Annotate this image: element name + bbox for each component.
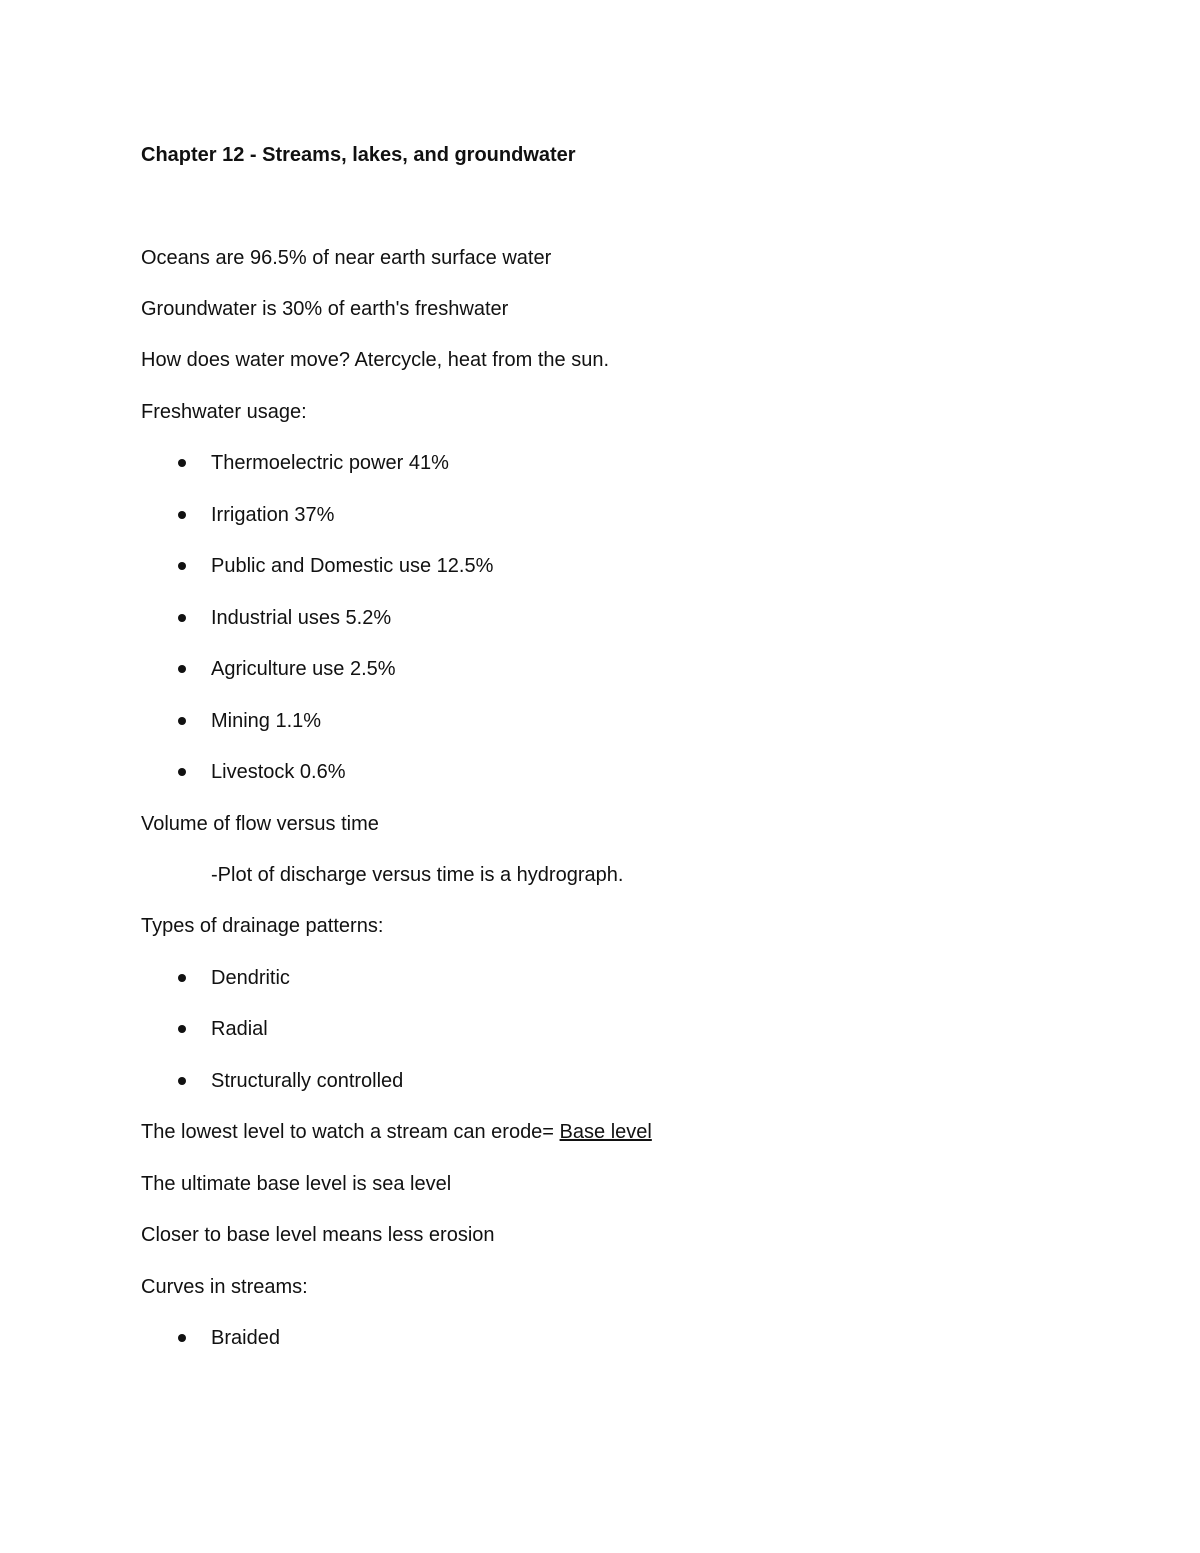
hydrograph-note: -Plot of discharge versus time is a hydrograph. <box>211 864 624 886</box>
base-level-prefix: The lowest level to watch a stream can erode= <box>141 1121 560 1143</box>
list-item: Public and Domestic use 12.5% <box>211 555 494 577</box>
bullet-icon <box>178 665 186 673</box>
paragraph-water-movement: How does water move? Atercycle, heat from the sun. <box>141 349 609 371</box>
flow-heading: Volume of flow versus time <box>141 813 379 835</box>
list-item: Dendritic <box>211 967 290 989</box>
document-title: Chapter 12 - Streams, lakes, and groundwater <box>141 144 576 166</box>
ultimate-base-level: The ultimate base level is sea level <box>141 1173 452 1195</box>
list-item: Braided <box>211 1327 280 1349</box>
list-item: Livestock 0.6% <box>211 761 346 783</box>
bullet-icon <box>178 511 186 519</box>
list-item: Agriculture use 2.5% <box>211 658 396 680</box>
closer-base-level: Closer to base level means less erosion <box>141 1224 495 1246</box>
list-item: Structurally controlled <box>211 1070 404 1092</box>
bullet-icon <box>178 717 186 725</box>
bullet-icon <box>178 459 186 467</box>
paragraph-oceans: Oceans are 96.5% of near earth surface water <box>141 247 552 269</box>
base-level-term: Base level <box>559 1121 652 1143</box>
list-item: Industrial uses 5.2% <box>211 607 392 629</box>
bullet-icon <box>178 1025 186 1033</box>
list-item: Thermoelectric power 41% <box>211 452 449 474</box>
list-item: Irrigation 37% <box>211 504 335 526</box>
base-level-line <box>141 1120 652 1144</box>
paragraph-groundwater: Groundwater is 30% of earth's freshwater <box>141 298 509 320</box>
drainage-heading: Types of drainage patterns: <box>141 915 384 937</box>
list-item: Radial <box>211 1018 268 1040</box>
curves-heading: Curves in streams: <box>141 1276 308 1298</box>
freshwater-usage-heading: Freshwater usage: <box>141 401 307 423</box>
bullet-icon <box>178 1077 186 1085</box>
bullet-icon <box>178 614 186 622</box>
bullet-icon <box>178 974 186 982</box>
bullet-icon <box>178 562 186 570</box>
bullet-icon <box>178 1334 186 1342</box>
bullet-icon <box>178 768 186 776</box>
list-item: Mining 1.1% <box>211 710 322 732</box>
